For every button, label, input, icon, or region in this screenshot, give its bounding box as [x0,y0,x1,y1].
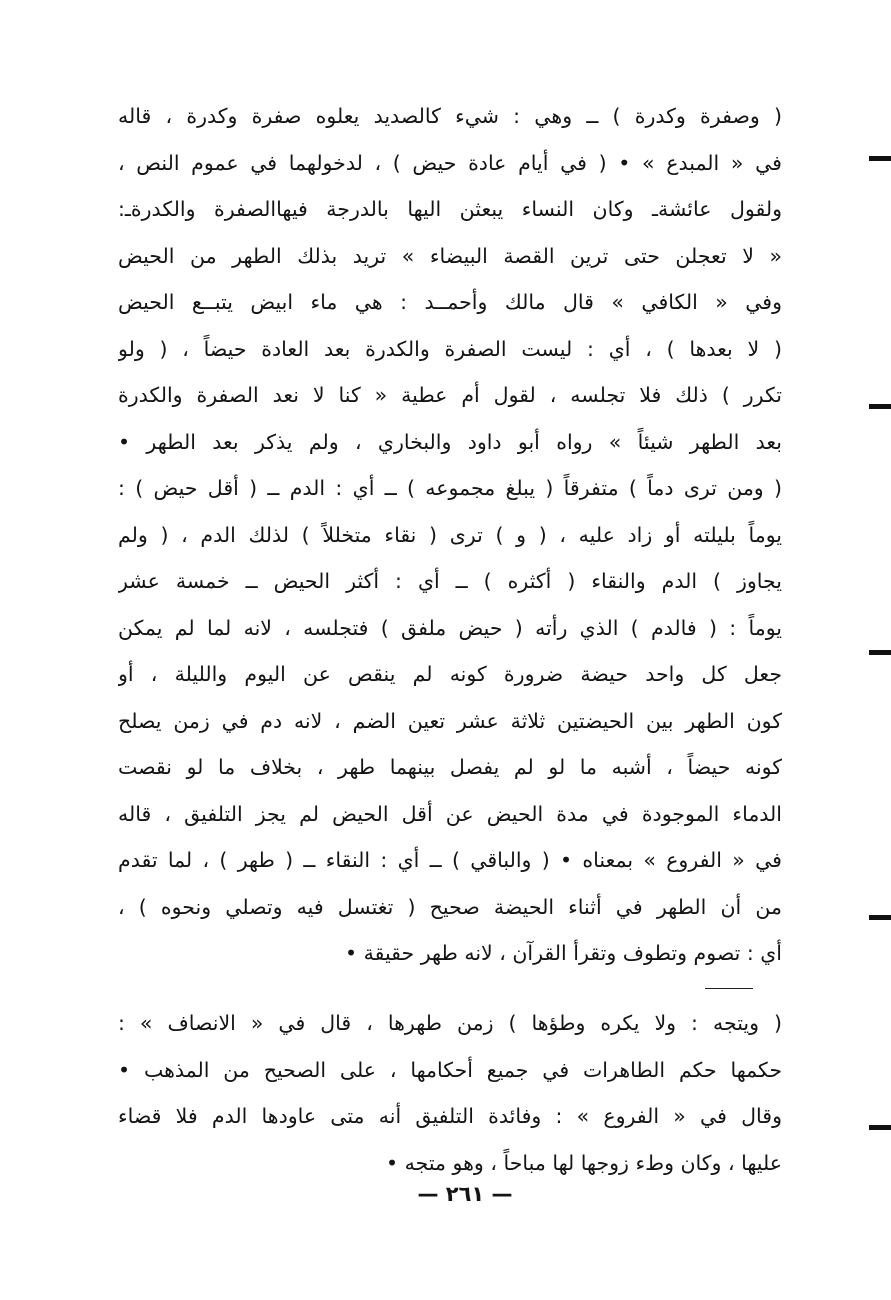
page-number: — ٢٦١ — [417,1182,513,1206]
note-line: ( ويتجه : ولا يكره وطؤها ) زمن طهرها ، قال في « الانصاف » : [118,1011,782,1035]
note-line: حكمها حكم الطاهرات في جميع أحكامها ، على الصحيح من المذهب • [118,1057,782,1082]
text-line: وفي « الكافي » قال مالك وأحمــد : هي ماء ابيض يتبــع الحيض [118,290,782,314]
margin-mark [869,1125,891,1130]
section-divider [705,988,753,989]
text-line: ( ومن ترى دماً ) متفرقاً ( يبلغ مجموعه ) ــ أي : الدم ــ ( أقل حيض ) : [118,476,782,500]
text-line: جعل كل واحد حيضة ضرورة كونه لم ينقص عن اليوم والليلة ، أو [118,662,782,686]
text-line: يوماً : ( فالدم ) الذي رأته ( حيض ملفق ) فتجلسه ، لانه لما لم يمكن [118,615,782,640]
text-line: بعد الطهر شيئاً » رواه أبو داود والبخاري ، ولم يذكر بعد الطهر • [118,429,782,454]
text-line: ولقول عائشةـ وكان النساء يبعثن اليها بالدرجة فيهاالصفرة والكدرةـ: [118,197,782,221]
note-text-block [118,1000,782,1186]
text-line: من أن الطهر في أثناء الحيضة صحيح ( تغتسل فيه وتصلي ونحوه ) ، [118,894,782,919]
text-line: ( وصفرة وكدرة ) ــ وهي : شيء كالصديد يعلوه صفرة وكدرة ، قاله [118,104,782,128]
text-line: « لا تعجلن حتى ترين القصة البيضاء » تريد بذلك الطهر من الحيض [118,243,782,268]
text-line: كون الطهر بين الحيضتين ثلاثة عشر تعين الضم ، لانه دم في زمن يصلح [118,708,782,733]
text-line: ( لا بعدها ) ، أي : ليست الصفرة والكدرة بعد العادة حيضاً ، ( ولو [118,336,782,361]
margin-mark [869,650,891,655]
main-text-block [118,93,782,977]
margin-mark [869,404,891,409]
text-line: الدماء الموجودة في مدة الحيض عن أقل الحيض لم يجز التلفيق ، قاله [118,801,782,826]
text-line: في « الفروع » بمعناه • ( والباقي ) ــ أي : النقاء ــ ( طهر ) ، لما تقدم [118,848,782,872]
text-line: تكرر ) ذلك فلا تجلسه ، لقول أم عطية « كنا لا نعد الصفرة والكدرة [118,383,782,407]
margin-mark [869,915,891,920]
note-line: عليها ، وكان وطء زوجها لها مباحاً ، وهو متجه • [386,1150,782,1175]
text-line: كونه حيضاً ، أشبه ما لو لم يفصل بينهما طهر ، بخلاف ما لو نقصت [118,755,782,779]
text-line: يوماً بليلته أو زاد عليه ، ( و ) ترى ( نقاء متخللاً ) لذلك الدم ، ( ولم [118,522,782,547]
margin-mark [869,156,891,161]
text-line: أي : تصوم وتطوف وتقرأ القرآن ، لانه طهر حقيقة • [345,941,782,965]
text-line: في « المبدع » • ( في أيام عادة حيض ) ، لدخولهما في عموم النص ، [118,150,782,175]
text-line: يجاوز ) الدم والنقاء ( أكثره ) ــ أي : أكثر الحيض ــ خمسة عشر [118,569,782,593]
note-line: وقال في « الفروع » : وفائدة التلفيق أنه متى عاودها الدم فلا قضاء [118,1104,782,1128]
